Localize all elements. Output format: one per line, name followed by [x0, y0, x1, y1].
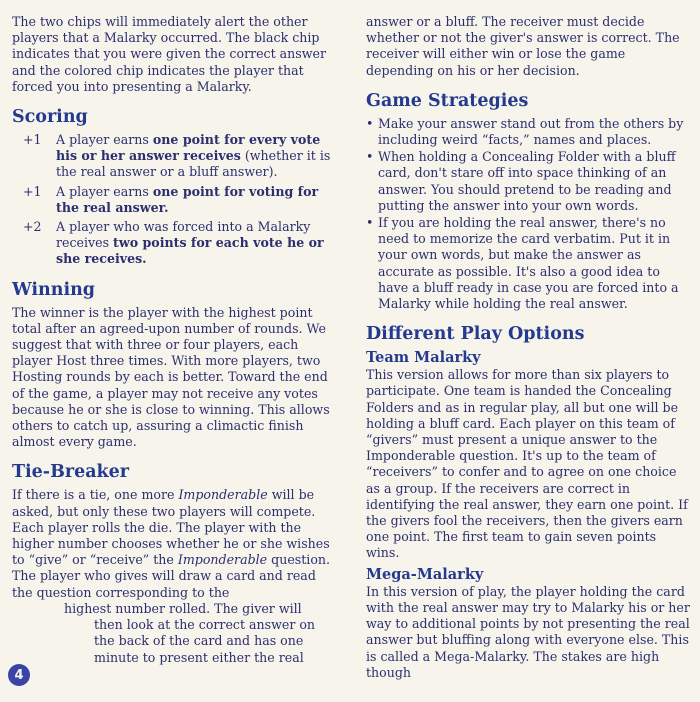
strategy-item: • When holding a Concealing Folder with a bluff card, don't stare off into space thinking of an answer. You should pretend to be reading and putting the answer into your own words.: [366, 149, 692, 214]
tiebreaker-heading: Tie-Breaker: [12, 462, 130, 483]
options-heading: Different Play Options: [366, 324, 585, 345]
team-malarky-heading: Team Malarky: [366, 349, 481, 367]
strategies-heading: Game Strategies: [366, 90, 529, 111]
scoring-text-pre: A player earns: [56, 183, 153, 199]
scoring-list: [12, 132, 340, 268]
tb-text: will be asked, but only these two players will compete. Each player rolls the die. The player with the higher number chooses whether he or she wishes to “give” or “receive” the: [12, 487, 330, 568]
scoring-text: [56, 184, 340, 216]
mega-malarky-paragraph: In this version of play, the player holding the card with the real answer may try to Malarky his or her way to additional points by not presenting the real answer but bluffing along with everyone else. This is called a Mega-Malarky. The stakes are high though: [366, 583, 690, 680]
page-number: 4: [8, 664, 30, 686]
mega-malarky-heading: Mega-Malarky: [366, 565, 484, 583]
scoring-points: +1: [23, 132, 42, 148]
left-column: [12, 14, 340, 666]
tb-text: question. The player who gives will draw a card and read the question corresponding to the: [12, 552, 331, 600]
winning-paragraph: The winner is the player with the highest point total after an agreed-upon number of rounds. We suggest that with three or four players, each player Host three times. With more players, two Hosting rounds by each is better. Toward the end of the game, a player may not receive any votes because he or she is close to winning. This allows others to catch up, assuring a climactic finish almost every game.: [12, 304, 330, 450]
tb-indented-line: highest number rolled. The giver will: [64, 600, 302, 616]
scoring-text-bold: one point for every vote his or her answer receives: [56, 132, 321, 164]
winning-heading: Winning: [12, 279, 96, 300]
scoring-text-post: (whether it is the real answer or a bluff answer).: [56, 148, 331, 180]
tb-italic: Imponderable: [178, 487, 268, 503]
intro-paragraph: The two chips will immediately alert the other players that a Malarky occurred. The black chip indicates that you were given the correct answer and the colored chip indicates the player that forced you into presenting a Malarky.: [12, 14, 327, 94]
team-malarky-paragraph: This version allows for more than six players to participate. One team is handed the Concealing Folders and as in regular play, all but one will be holding a bluff card. Each player on this team of “givers” must present a unique answer to the Imponderable question. It's up to the team of “receivers” to confer and to agree on one choice as a group. If the receivers are correct in identifying the real answer, they earn one point. If the givers fool the receivers, then the givers earn one point. The first team to gain seven points wins.: [366, 367, 688, 561]
scoring-rule: [12, 184, 340, 216]
tb-indented-line: the back of the card and has one: [94, 633, 304, 649]
tb-italic: Imponderable: [177, 552, 268, 568]
scoring-text-bold: two points for each vote he or she receives.: [56, 235, 324, 267]
scoring-points: +1: [23, 183, 42, 199]
tiebreaker-paragraph: [12, 487, 340, 665]
scoring-text: [56, 132, 340, 181]
tb-indented-line: then look at the correct answer on: [94, 617, 316, 633]
scoring-points: +2: [23, 219, 42, 235]
scoring-heading: Scoring: [12, 107, 88, 128]
scoring-rule: [12, 219, 340, 268]
scoring-text-pre: A player who was forced into a Malarky receives: [56, 219, 311, 251]
scoring-text-bold: one point for voting for the real answer.: [56, 183, 319, 215]
right-column: [366, 14, 692, 681]
scoring-rule: [12, 132, 340, 181]
tb-indented-line: minute to present either the real: [94, 649, 304, 665]
scoring-text: [56, 219, 340, 268]
scoring-text-pre: A player earns: [56, 132, 153, 148]
continued-paragraph: answer or a bluff. The receiver must decide whether or not the giver's answer is correct. The receiver will either win or lose the game depending on his or her decision.: [366, 14, 680, 78]
strategy-item: • Make your answer stand out from the others by including weird “facts,” names and places.: [366, 116, 692, 148]
tb-text: If there is a tie, one more: [12, 487, 179, 503]
strategies-list: [366, 116, 692, 312]
strategy-item: • If you are holding the real answer, there's no need to memorize the card verbatim. Put it in your own words, but make the answer as accurate as possible. It's also a good idea to have a bluff ready in case you are forced into a Malarky while holding the real answer.: [366, 215, 692, 312]
